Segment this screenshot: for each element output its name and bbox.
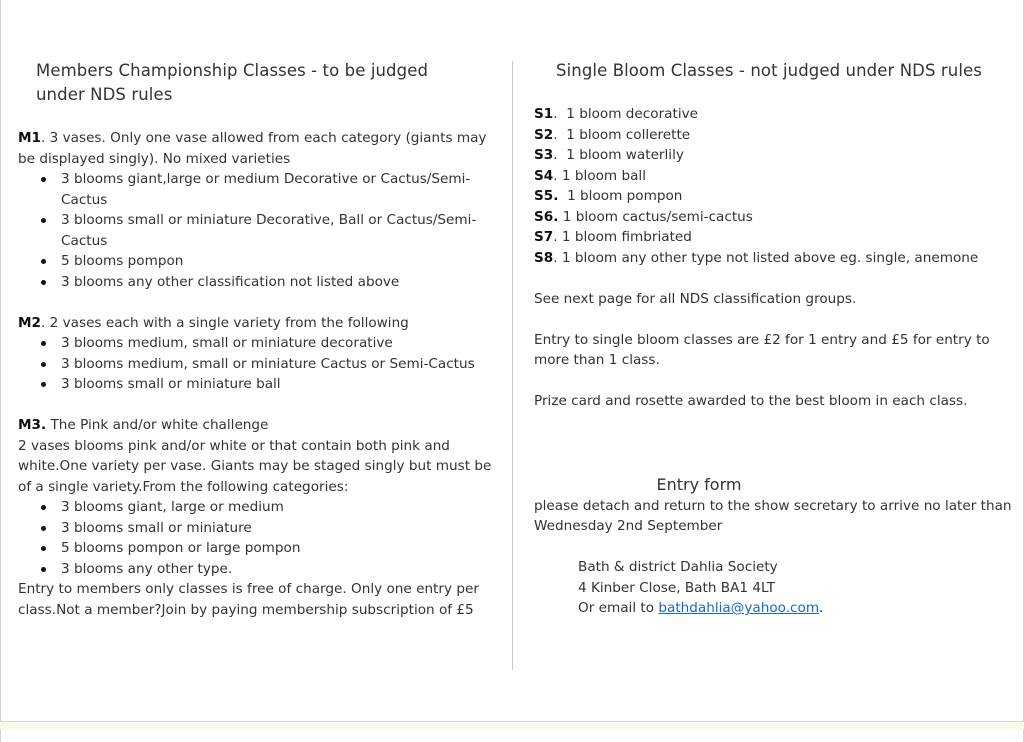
bullet-icon [41, 382, 46, 387]
class-separator: . [553, 229, 562, 245]
email-link[interactable]: bathdahlia@yahoo.com [658, 600, 820, 616]
class-code: S6. [534, 208, 559, 225]
class-code: S4 [534, 167, 554, 184]
class-m2-code: M2 [18, 314, 41, 331]
column-divider [512, 61, 513, 670]
list-item [18, 497, 498, 518]
class-separator [558, 188, 567, 204]
society-address: 4 Kinber Close, Bath BA1 4LT [578, 579, 776, 596]
class-code: S2 [534, 126, 554, 143]
list-item-text: 3 blooms medium, small or miniature decorative [61, 335, 393, 351]
bullet-icon [41, 362, 46, 367]
list-item [18, 559, 498, 580]
list-item-text: 3 blooms giant, large or medium [61, 499, 284, 515]
list-item [18, 210, 498, 251]
see-next-page-note: See next page for all NDS classification groups. [534, 290, 857, 307]
class-m2-description [18, 313, 498, 334]
list-item [18, 333, 498, 354]
class-text: 1 bloom decorative [566, 106, 699, 122]
class-m1-list [18, 169, 498, 292]
bullet-icon [41, 341, 46, 346]
list-item [18, 538, 498, 559]
society-name: Bath & district Dahlia Society [578, 559, 778, 575]
single-bloom-heading: Single Bloom Classes - not judged under NDS rules [556, 61, 982, 80]
class-m3-title [18, 415, 498, 436]
list-item [18, 354, 498, 375]
email-suffix: . [819, 600, 824, 616]
list-item [18, 374, 498, 395]
class-m1-description [18, 128, 498, 169]
list-item-text: 3 blooms small or miniature [61, 519, 252, 536]
class-m3-description: 2 vases blooms pink and/or white or that contain both pink and white.One variety per vase. Giants may be staged singly but must be of a single variety.From the following categories: [18, 437, 492, 495]
single-bloom-class [534, 207, 1014, 228]
class-m2-text: . 2 vases each with a single variety from the following [41, 314, 409, 331]
bullet-icon [41, 546, 46, 551]
list-item-text: 3 blooms giant,large or medium Decorative or Cactus/Semi-Cactus [61, 171, 471, 208]
class-separator: . [553, 106, 567, 122]
single-bloom-class [534, 104, 1014, 125]
list-item-text: 5 blooms pompon [61, 253, 184, 269]
members-championship-section [18, 59, 498, 620]
class-separator: . [553, 126, 567, 143]
email-line [534, 598, 1014, 619]
class-text: 1 bloom ball [561, 167, 646, 184]
class-text: 1 bloom fimbriated [561, 229, 692, 245]
class-code: S1 [534, 106, 554, 122]
entry-fees-note: Entry to single bloom classes are £2 for 1 entry and £5 for entry to more than 1 class. [534, 331, 990, 368]
class-m1-code: M1 [18, 130, 41, 146]
class-text: 1 bloom collerette [566, 126, 691, 143]
class-m3-code: M3. [18, 417, 47, 433]
bullet-icon [41, 259, 46, 264]
class-m2-list [18, 333, 498, 395]
single-bloom-class [534, 248, 1014, 269]
class-separator: . [553, 167, 562, 184]
list-item [18, 272, 498, 293]
class-code: S3 [534, 147, 554, 163]
class-separator: . [553, 249, 562, 266]
list-item-text: 3 blooms any other type. [61, 560, 233, 577]
single-bloom-section [534, 59, 1014, 619]
single-bloom-class [534, 186, 1014, 207]
entry-form-instructions: please detach and return to the show secretary to arrive no later than Wednesday 2nd September [534, 497, 1012, 534]
class-separator: . [553, 147, 567, 163]
class-text: 1 bloom waterlily [566, 147, 684, 163]
single-bloom-class [534, 166, 1014, 187]
entry-form-title: Entry form [656, 474, 742, 494]
bullet-icon [41, 567, 46, 572]
list-item [18, 518, 498, 539]
list-item-text: 3 blooms small or miniature Decorative, Ball or Cactus/Semi-Cactus [61, 212, 477, 249]
class-text: 1 bloom any other type not listed above eg. single, anemone [561, 249, 979, 266]
class-code: S5. [534, 188, 559, 204]
list-item [18, 169, 498, 210]
single-bloom-class-list [534, 104, 1014, 268]
members-entry-note: Entry to members only classes is free of charge. Only one entry per class.Not a member?Join by paying membership subscription of £5 [18, 581, 479, 618]
single-bloom-class [534, 125, 1014, 146]
class-text: 1 bloom pompon [567, 188, 683, 204]
class-m3-list [18, 497, 498, 579]
single-bloom-class [534, 145, 1014, 166]
class-m3-title-text: The Pink and/or white challenge [46, 417, 269, 433]
next-page [0, 729, 1024, 742]
list-item-text: 3 blooms any other classification not listed above [61, 273, 400, 290]
bullet-icon [41, 526, 46, 531]
list-item [18, 251, 498, 272]
prize-note: Prize card and rosette awarded to the best bloom in each class. [534, 393, 968, 409]
class-text: 1 bloom cactus/semi-cactus [562, 208, 753, 225]
bullet-icon [41, 177, 46, 182]
email-prefix: Or email to [578, 600, 659, 616]
list-item-text: 3 blooms medium, small or miniature Cactus or Semi-Cactus [61, 355, 475, 372]
list-item-text: 3 blooms small or miniature ball [61, 376, 281, 392]
bullet-icon [41, 218, 46, 223]
bullet-icon [41, 280, 46, 285]
single-bloom-class [534, 227, 1014, 248]
class-code: S8 [534, 249, 554, 266]
bullet-icon [41, 505, 46, 510]
list-item-text: 5 blooms pompon or large pompon [61, 540, 301, 556]
class-code: S7 [534, 229, 554, 245]
class-m1-text: . 3 vases. Only one vase allowed from each category (giants may be displayed singly). No mixed varieties [18, 130, 487, 167]
members-section-heading: Members Championship Classes - to be judged under NDS rules [36, 61, 429, 104]
